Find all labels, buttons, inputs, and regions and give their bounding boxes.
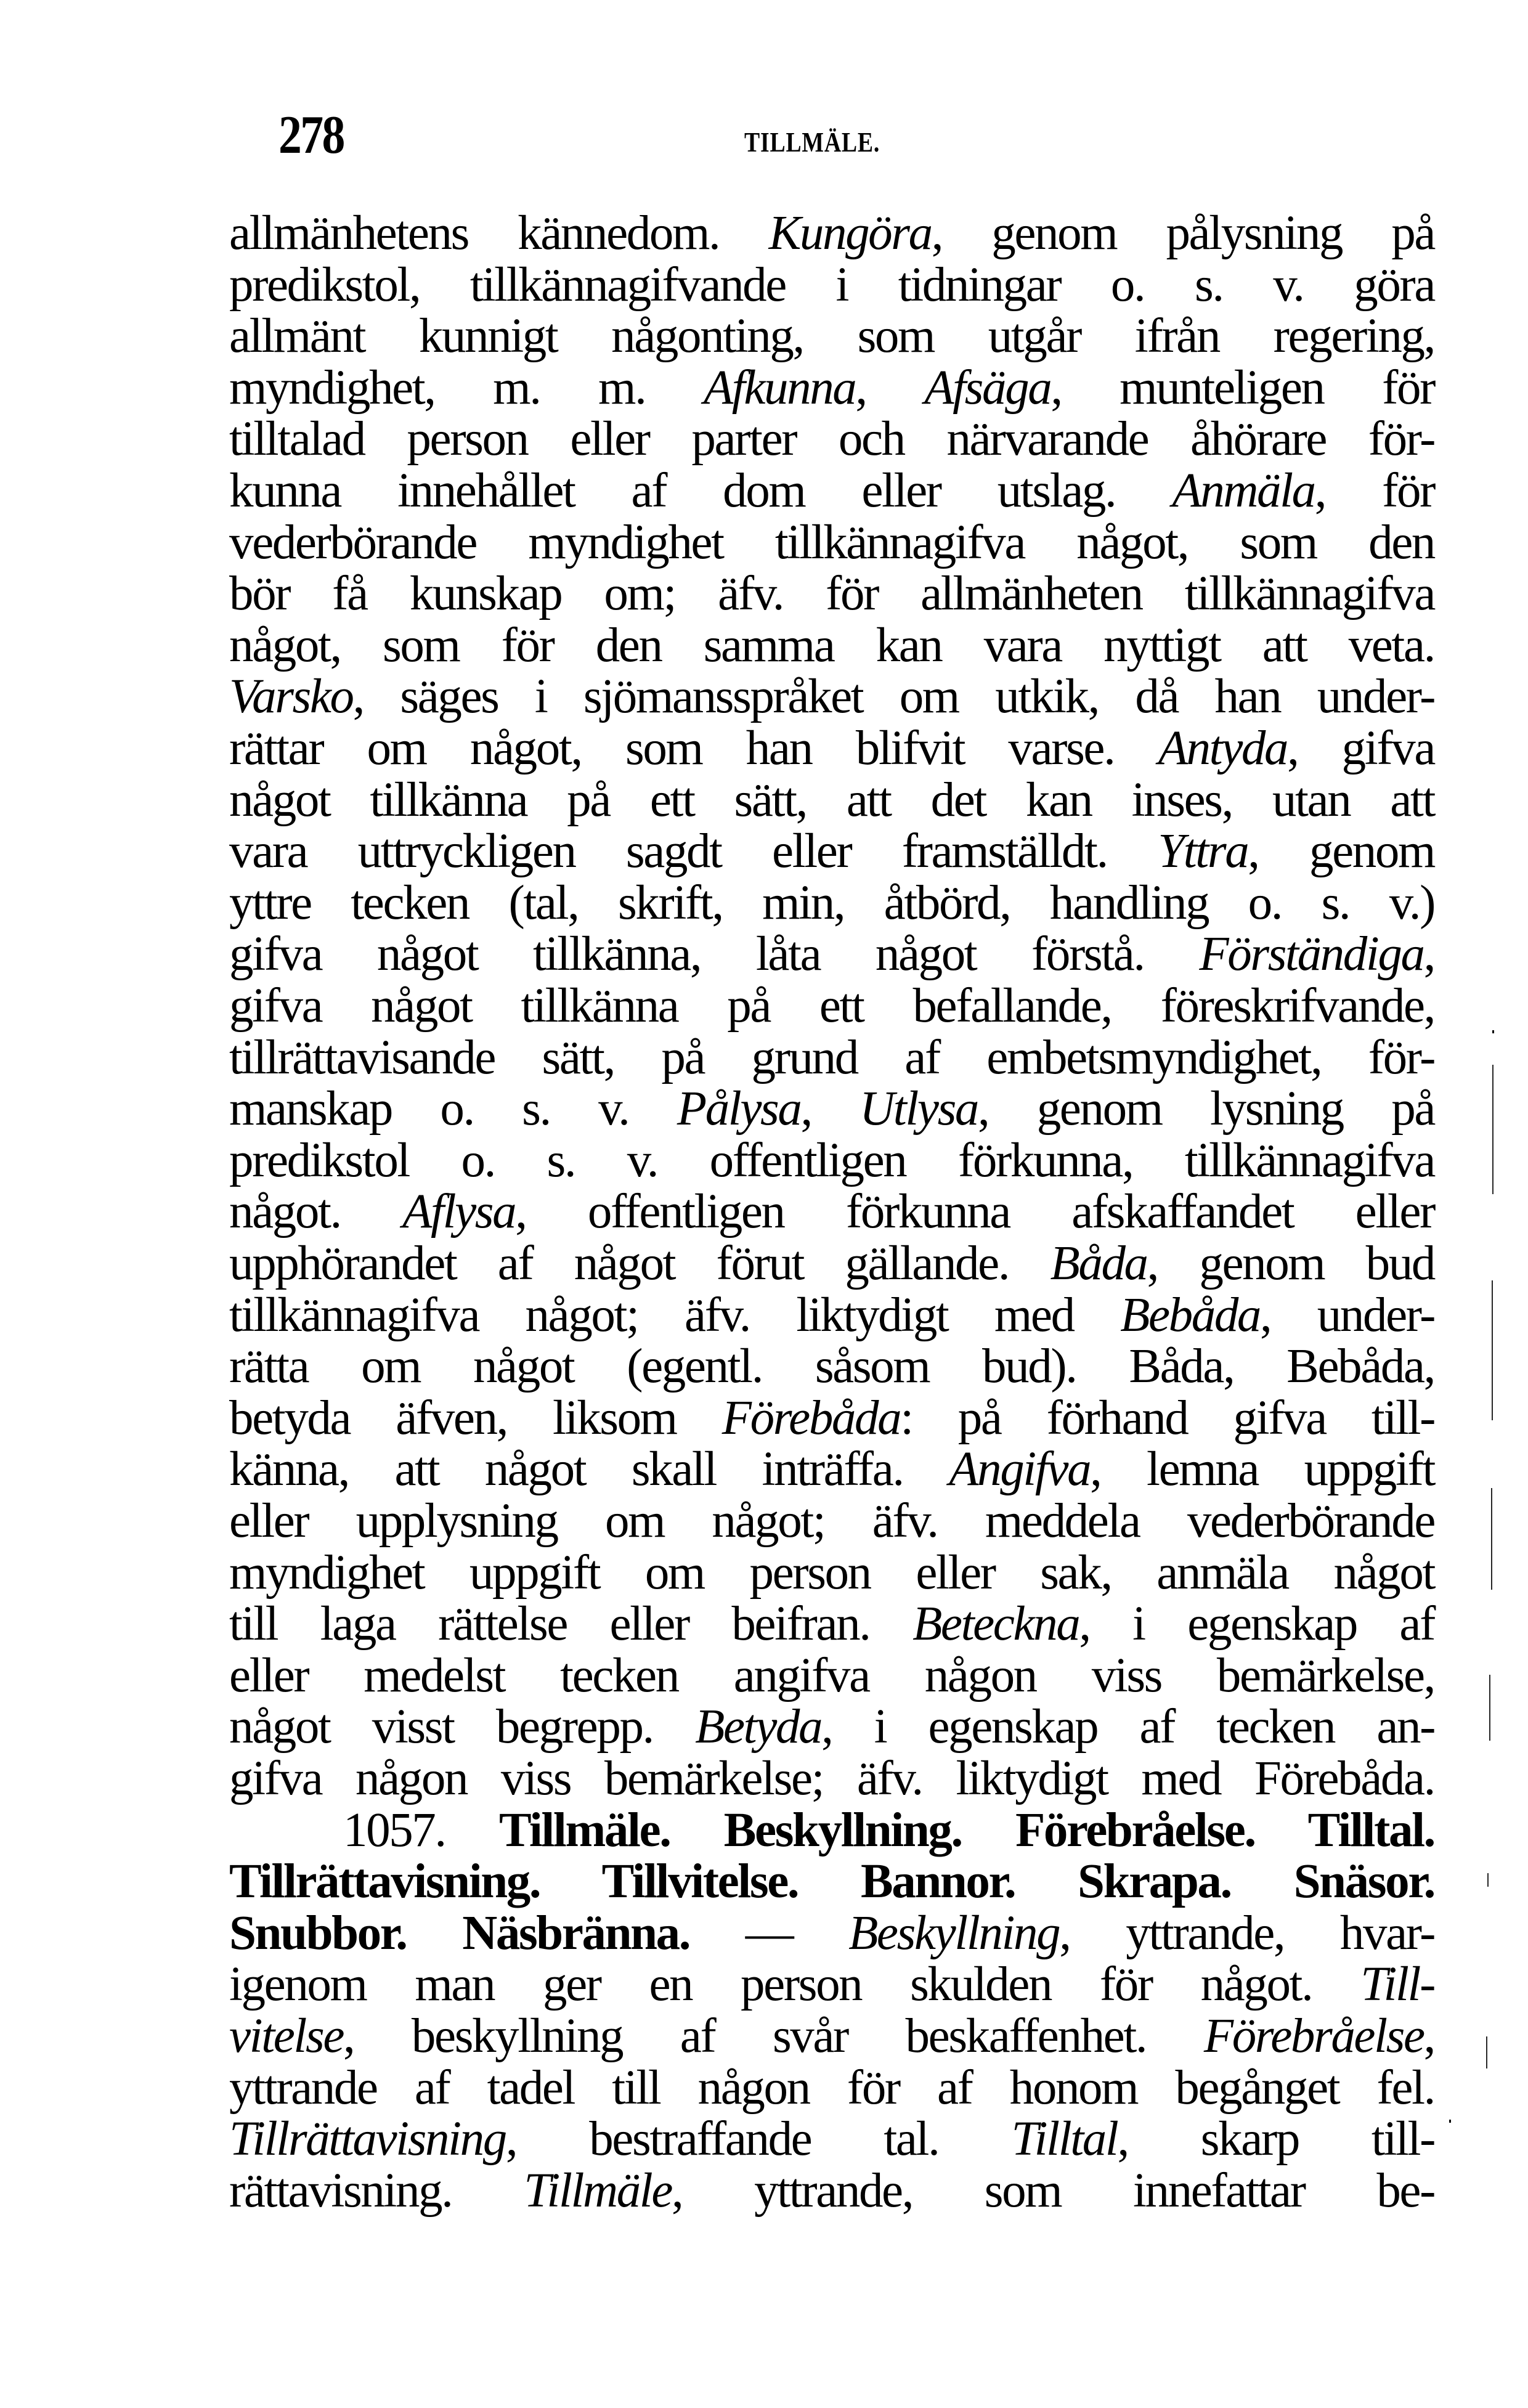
text-line-content <box>229 259 1434 311</box>
italic-term: Yttra <box>1158 824 1248 878</box>
scan-rule-fragment <box>1486 2036 1487 2068</box>
text-line-content <box>229 2113 1434 2165</box>
text-line <box>229 1495 1434 1547</box>
text-run: predikstol, tillkännagifvande i tidningar o. s. v. göra <box>229 258 1434 312</box>
italic-term: Beteckna <box>912 1597 1079 1651</box>
text-line-content <box>229 1959 1434 2011</box>
text-line <box>229 1908 1434 1959</box>
text-run: något. <box>229 1185 403 1239</box>
italic-term: Kungöra <box>768 206 932 260</box>
text-line <box>229 2165 1434 2217</box>
text-line-content <box>229 517 1434 569</box>
italic-term: Bebåda <box>1120 1288 1261 1342</box>
text-run: gifva någon viss bemärkelse; äfv. liktydigt med Förebåda. <box>229 1752 1434 1805</box>
text-run: något, som för den samma kan vara nyttigt att veta. <box>229 619 1434 672</box>
text-line-content <box>229 1032 1434 1084</box>
text-line-content <box>229 1908 1434 1959</box>
italic-term: Afkunna <box>703 361 856 415</box>
italic-term: Förständiga <box>1199 927 1424 981</box>
text-line-content <box>229 1650 1434 1702</box>
text-run: , genom pålysning på <box>931 206 1434 260</box>
text-line <box>229 2011 1434 2062</box>
text-line <box>229 311 1434 362</box>
text-run: bör få kunskap om; äfv. för allmänheten tillkännagifva <box>229 567 1434 620</box>
text-line-content <box>229 2165 1434 2217</box>
text-line <box>229 1341 1434 1393</box>
text-run: kunna innehållet af dom eller utslag. <box>229 464 1172 518</box>
bold-term: Snubbor. Näsbränna. <box>229 1906 690 1960</box>
text-run: : på förhand gifva till- <box>900 1391 1435 1445</box>
running-head <box>0 0 1528 185</box>
text-run: något visst begrepp. <box>229 1700 696 1754</box>
text-run: myndighet uppgift om person eller sak, anmäla något <box>229 1546 1434 1600</box>
text-line <box>229 1083 1434 1135</box>
text-line <box>229 1393 1434 1444</box>
text-line-content <box>229 465 1434 517</box>
text-run: vara uttryckligen sagdt eller framställdt. <box>229 824 1158 878</box>
text-run: , under- <box>1260 1288 1434 1342</box>
text-line <box>229 1959 1434 2011</box>
text-line-content <box>229 877 1434 929</box>
italic-term: Båda <box>1050 1237 1147 1290</box>
text-run: , yttrande, hvar- <box>1059 1906 1434 1960</box>
text-line-content <box>229 362 1434 414</box>
italic-term: Tillrättavisning <box>229 2112 506 2166</box>
text-line-content <box>229 2011 1434 2062</box>
text-line <box>229 877 1434 929</box>
text-line <box>229 517 1434 569</box>
text-run: upphörandet af något förut gällande. <box>229 1237 1050 1290</box>
text-line-content <box>229 929 1434 980</box>
text-line <box>229 568 1434 620</box>
text-line-content <box>229 826 1434 877</box>
text-line <box>229 929 1434 980</box>
text-run: 1057. <box>343 1804 499 1857</box>
text-line-content <box>229 1290 1434 1341</box>
bold-term: Tillrättavisning. Tillvitelse. Bannor. Skrapa. Snäsor. <box>229 1855 1434 1908</box>
text-line-content <box>343 1805 1434 1857</box>
text-run: något tillkänna på ett sätt, att det kan inses, utan att <box>229 773 1434 827</box>
text-line-content <box>229 413 1434 465</box>
scan-rule-fragment <box>1492 1065 1493 1194</box>
text-run: — <box>689 1906 849 1960</box>
text-line-content <box>229 1135 1434 1187</box>
text-run: yttre tecken (tal, skrift, min, åtbörd, handling o. s. v.) <box>229 876 1434 930</box>
text-line <box>229 362 1434 414</box>
text-line-content <box>229 1393 1434 1444</box>
italic-term: Utlysa <box>860 1082 978 1136</box>
text-run: gifva något tillkänna på ett befallande, föreskrifvande, <box>229 979 1434 1033</box>
text-run: , för <box>1314 464 1434 518</box>
text-run: tillkännagifva något; äfv. liktydigt med <box>229 1288 1121 1342</box>
text-line <box>229 1186 1434 1238</box>
text-run: , genom bud <box>1147 1237 1434 1290</box>
italic-term: Förebåda <box>721 1391 901 1445</box>
italic-term: vitelse <box>229 2009 343 2063</box>
italic-term: Tillmäle <box>524 2164 672 2218</box>
text-line <box>229 723 1434 775</box>
text-line-content <box>229 1083 1434 1135</box>
text-line <box>229 1701 1434 1753</box>
section-heading-line <box>229 1805 1434 1857</box>
italic-term: Pålysa <box>677 1082 801 1136</box>
text-line-content <box>229 723 1434 775</box>
text-line-content <box>229 1341 1434 1393</box>
text-line <box>229 1753 1434 1805</box>
text-run: , <box>855 361 925 415</box>
text-run: rättavisning. <box>229 2164 524 2218</box>
text-line <box>229 1032 1434 1084</box>
italic-term: Till- <box>1360 1958 1434 2011</box>
text-line-content <box>229 1856 1434 1908</box>
text-line <box>229 2062 1434 2114</box>
italic-term: Antyda <box>1158 722 1288 775</box>
text-run: vederbörande myndighet tillkännagifva något, som den <box>229 516 1434 569</box>
text-line <box>229 208 1434 259</box>
text-run: betyda äfven, liksom <box>229 1391 722 1445</box>
text-run: gifva något tillkänna, låta något förstå. <box>229 927 1200 981</box>
text-run: tilltalad person eller parter och närvarande åhörare för- <box>229 412 1434 466</box>
text-line-content <box>229 568 1434 620</box>
text-run: eller medelst tecken angifva någon viss bemärkelse, <box>229 1649 1434 1702</box>
text-run: tillrättavisande sätt, på grund af embetsmyndighet, för- <box>229 1031 1434 1084</box>
scan-rule-fragment <box>1491 1488 1492 1590</box>
text-line-content <box>229 1547 1434 1599</box>
italic-term: Angifva <box>949 1442 1091 1496</box>
text-run: allmänhetens kännedom. <box>229 206 769 260</box>
text-run: rätta om något (egentl. såsom bud). Båda, Bebåda, <box>229 1340 1434 1393</box>
text-run: , skarp till- <box>1117 2112 1434 2166</box>
text-line-content <box>229 775 1434 826</box>
text-run: , offentligen förkunna afskaffandet eller <box>515 1185 1435 1239</box>
text-run: predikstol o. s. v. offentligen förkunna, tillkännagifva <box>229 1134 1434 1187</box>
text-run: , lemna uppgift <box>1090 1442 1434 1496</box>
text-run: till laga rättelse eller beifran. <box>229 1597 913 1651</box>
text-run: , gifva <box>1287 722 1434 775</box>
text-run: , i egenskap af <box>1079 1597 1434 1651</box>
text-line <box>229 1650 1434 1702</box>
italic-term: Aflysa <box>402 1185 516 1239</box>
text-run: , i egenskap af tecken an- <box>821 1700 1434 1754</box>
text-line <box>229 826 1434 877</box>
text-run: , munteligen för <box>1050 361 1434 415</box>
page-number: 278 <box>278 105 344 165</box>
text-run: , <box>1423 2009 1434 2063</box>
text-line-content <box>229 2062 1434 2114</box>
text-line <box>229 259 1434 311</box>
text-line <box>229 620 1434 672</box>
italic-term: Afsäga <box>924 361 1051 415</box>
text-run: , <box>1423 927 1434 981</box>
text-line-content <box>229 1444 1434 1495</box>
text-line <box>229 1135 1434 1187</box>
text-line <box>229 1238 1434 1290</box>
text-line <box>229 775 1434 826</box>
text-line-content <box>229 1495 1434 1547</box>
text-line <box>229 465 1434 517</box>
italic-term: Förebråelse <box>1203 2009 1424 2063</box>
text-run: rättar om något, som han blifvit varse. <box>229 722 1158 775</box>
running-title: TILLMÄLE. <box>744 126 880 158</box>
scan-rule-fragment <box>1492 1280 1493 1420</box>
text-run: manskap o. s. v. <box>229 1082 677 1136</box>
text-run: , bestraffande tal. <box>505 2112 1012 2166</box>
text-line <box>229 1444 1434 1495</box>
text-line <box>229 1547 1434 1599</box>
text-line-content <box>229 1238 1434 1290</box>
text-run: , beskyllning af svår beskaffenhet. <box>343 2009 1204 2063</box>
scan-dot <box>1492 1030 1494 1033</box>
scan-dot <box>1449 2120 1451 2123</box>
text-line <box>229 980 1434 1032</box>
text-line-content <box>229 671 1434 723</box>
italic-term: Anmäla <box>1172 464 1315 518</box>
text-line-content <box>229 1753 1434 1805</box>
text-line <box>229 413 1434 465</box>
italic-term: Varsko <box>229 670 353 723</box>
text-line <box>229 2113 1434 2165</box>
text-run: myndighet, m. m. <box>229 361 704 415</box>
text-run: , säges i sjömansspråket om utkik, då han under- <box>352 670 1434 723</box>
scan-rule-fragment <box>1487 1873 1489 1887</box>
text-run: känna, att något skall inträffa. <box>229 1442 949 1496</box>
text-line <box>229 1856 1434 1908</box>
text-run: , <box>800 1082 860 1136</box>
italic-term: Beskyllning <box>848 1906 1060 1960</box>
italic-term: Betyda <box>695 1700 822 1754</box>
text-line <box>229 1598 1434 1650</box>
scan-rule-fragment <box>1489 1675 1490 1741</box>
text-line-content <box>229 208 1434 259</box>
text-run: , genom lysning på <box>978 1082 1434 1136</box>
bold-term: Tillmäle. Beskyllning. Förebråelse. Tilltal. <box>498 1804 1434 1857</box>
italic-term: Tilltal <box>1011 2112 1118 2166</box>
text-line-content <box>229 311 1434 362</box>
text-run: , genom <box>1248 824 1434 878</box>
text-line-content <box>229 1701 1434 1753</box>
text-run: yttrande af tadel till någon för af honom begånget fel. <box>229 2061 1434 2115</box>
text-run: igenom man ger en person skulden för något. <box>229 1958 1361 2011</box>
text-run: , yttrande, som innefattar be- <box>672 2164 1434 2218</box>
text-line <box>229 1290 1434 1341</box>
text-line-content <box>229 1186 1434 1238</box>
text-run: allmänt kunnigt någonting, som utgår ifrån regering, <box>229 309 1434 363</box>
text-line-content <box>229 620 1434 672</box>
text-run: eller upplysning om något; äfv. meddela vederbörande <box>229 1494 1434 1548</box>
text-line-content <box>229 980 1434 1032</box>
text-line-content <box>229 1598 1434 1650</box>
text-line <box>229 671 1434 723</box>
